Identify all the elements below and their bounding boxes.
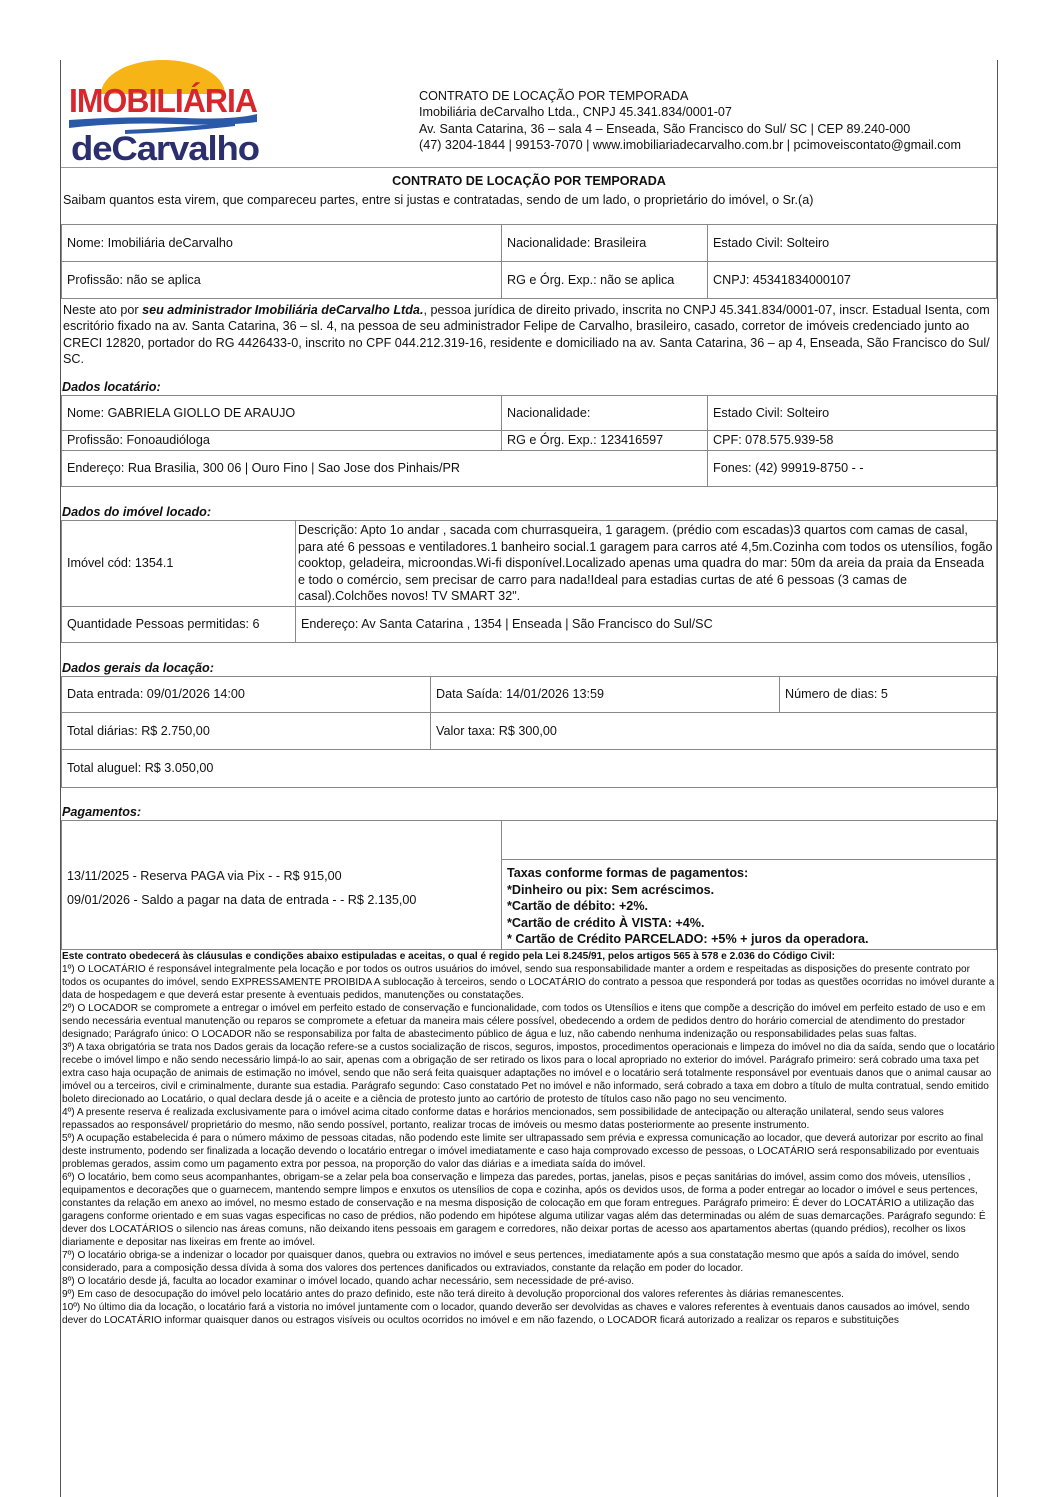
rental-exit-date: Data Saída: 14/01/2026 13:59 [431, 677, 780, 713]
rental-total: Total aluguel: R$ 3.050,00 [62, 750, 997, 788]
contract-page [60, 60, 998, 1497]
payments-table [61, 820, 997, 950]
document-title: CONTRATO DE LOCAÇÃO POR TEMPORADA [392, 174, 666, 188]
contract-clauses [61, 950, 997, 1327]
header-title: CONTRATO DE LOCAÇÃO POR TEMPORADA [419, 89, 689, 103]
payment-item: 09/01/2026 - Saldo a pagar na data de entrada - - R$ 2.135,00 [67, 893, 417, 907]
header-company-info [419, 88, 961, 154]
clauses-lead: Este contrato obedecerá às cláusulas e condições abaixo estipuladas e aceitas, o qual é regido pela Lei 8.245/91, pelos artigos 565 à 578 e 2.036 do Código Civil: [62, 951, 836, 962]
clause: 7º) O locatário obriga-se a indenizar o locador por quaisquer danos, quebra ou extravios no imóvel e seus pertences, imediatamente após a sua constatação mesmo que após a saída do imóvel, sendo considerado, para a composição dessa dívida à soma dos valores dos pertences danificados ou extraviados, constante da relação em poder do locador. [62, 1250, 959, 1274]
header-contacts: (47) 3204-1844 | 99153-7070 | www.imobiliariadecarvalho.com.br | pcimoveiscontato@gmail.com [419, 138, 962, 153]
owner-table [61, 224, 997, 299]
rental-section-title: Dados gerais da locação: [62, 661, 214, 675]
payment-fee-item: *Dinheiro ou pix: Sem acréscimos. [507, 882, 715, 897]
rental-entry-date: Data entrada: 09/01/2026 14:00 [62, 677, 431, 713]
payment-fees-title: Taxas conforme formas de pagamentos: [507, 866, 749, 881]
payment-fees [502, 860, 997, 950]
property-description: Descrição: Apto 1o andar , sacada com churrasqueira, 1 garagem. (prédio com escadas)3 quartos com camas de casal, para até 6 pessoas e ventiladores.1 banheiro social.1 garagem para carros até 4,5m.Cozinha com todos os utensílios, fogão cooktop, geladeira, microondas.Wi-fi disponível.Localizado apenas uma quadra do mar: 50m da areia da praia da Enseada e todo o comércio, sem precisar de carro para nada!Ideal para estadias curtas de até 6 pessoas (3 camas de casal).Colchões novos! TV SMART 32". [296, 521, 997, 607]
payment-item: 13/11/2025 - Reserva PAGA via Pix - - R$ 915,00 [67, 869, 342, 883]
clause: 5º) A ocupação estabelecida é para o número máximo de pessoas citadas, não podendo este limite ser ultrapassado sem prévia e expressa comunicação ao locador, que deverá autorizar por escrito ao final deste instrumento, podendo ser finalizada a locação devendo o locatário entregar o imóvel imediatamente e caso haja comprovado excesso de pessoas, o LOCATÁRIO será responsabilizado por eventuais problemas gerados, assim como um pagamento extra por pessoa, na proporção do valor das diárias e a imediata saída do imóvel. [62, 1133, 984, 1170]
svg-text:deCarvalho: deCarvalho [71, 130, 260, 166]
tenant-table [61, 395, 997, 487]
clause: 9º) Em caso de desocupação do imóvel pelo locatário antes do prazo definido, este não terá direito à devolução proporcional dos valores referentes às diárias remanescentes. [62, 1289, 844, 1300]
clause: 1º) O LOCATÁRIO é responsável integralmente pela locação e por todos os outros usuários do imóvel, sendo sua responsabilidade manter a ordem e respeitadas as disposições do presente contrato por todos os ocupantes do imóvel, sendo EXPRESSAMENTE PROIBIDA A sublocação à terceiros, sendo o LOCATÁRIO do contrato a pessoa que responderá por todas as questões ocorridas no imóvel durante a data de hospedagem e que deverá estar presente à eventuais pedidos, manutenções ou constatações. [62, 964, 995, 1001]
tenant-name: Nome: GABRIELA GIOLLO DE ARAUJO [62, 396, 502, 431]
tenant-nationality: Nacionalidade: [502, 396, 708, 431]
property-table [61, 520, 997, 643]
tenant-cpf: CPF: 078.575.939-58 [708, 431, 997, 451]
owner-name: Nome: Imobiliária deCarvalho [62, 225, 502, 262]
owner-nationality: Nacionalidade: Brasileira [502, 225, 708, 262]
clause: 8º) O locatário desde já, faculta ao locador examinar o imóvel locado, quando achar necessário, sem necessidade de pré-aviso. [62, 1276, 635, 1287]
payments-empty-cell [502, 821, 997, 860]
tenant-section-title: Dados locatário: [62, 380, 161, 394]
clause: 6º) O locatário, bem como seus acompanhantes, obrigam-se a zelar pela boa conservação e limpeza das paredes, portas, janelas, pisos e peças sanitárias do imóvel, assim como dos móveis, utensílios , equipamentos e decorações que o guarnecem, mantendo sempre limpos e enxutos os utensílios de copa e cozinha, após os devidos usos, de forma a poder entregar ao locador o imóvel e seus pertences, constantes da relação em anexo ao imóvel, no mesmo estado de conservação e na mesma disposição de colocação em que foram entregues. Parágrafo primeiro: É dever do LOCATÁRIO a utilização das garagens conforme orientado e em suas vagas especificas no caso de prédios, não podendo em hipótese alguma utilizar vagas além das determinadas ou além de suas demarcações. Parágrafo segundo: É dever dos LOCATÁRIOS o silencio nas áreas comuns, não deixando itens pessoais em garagem e corredores, não deixar portas de acesso aos apartamentos abertas (quando prédios), recolher os lixos diariamente e depositar nas lixeiras em frente ao imóvel. [62, 1172, 986, 1248]
rental-days: Número de dias: 5 [780, 677, 997, 713]
header-address: Av. Santa Catarina, 36 – sala 4 – Enseada, São Francisco do Sul/ SC | CEP 89.240-000 [419, 121, 911, 136]
property-section-title: Dados do imóvel locado: [62, 505, 212, 519]
rental-fee: Valor taxa: R$ 300,00 [431, 713, 997, 750]
rental-table [61, 676, 997, 788]
property-address: Endereço: Av Santa Catarina , 1354 | Enseada | São Francisco do Sul/SC [296, 607, 997, 643]
owner-rg: RG e Órg. Exp.: não se aplica [502, 262, 708, 299]
clause: 10º) No último dia da locação, o locatário fará a vistoria no imóvel juntamente com o locador, quando deverão ser devolvidas as chaves e valores referentes à eventuais danos causados ao imóvel, sendo dever do LOCATÁRIO informar quaisquer danos ou estragos visíveis ou ocultos ocorridos no imóvel e em não fazendo, o LOCADOR ficará autorizado a realizar os reparos e substituições [62, 1302, 970, 1326]
tenant-rg: RG e Órg. Exp.: 123416597 [502, 431, 708, 451]
header-company: Imobiliária deCarvalho Ltda., CNPJ 45.341.834/0001-07 [419, 105, 732, 120]
owner-profession: Profissão: não se aplica [62, 262, 502, 299]
tenant-civil-status: Estado Civil: Solteiro [708, 396, 997, 431]
payments-section-title: Pagamentos: [62, 805, 142, 819]
clause: 2º) O LOCADOR se compromete a entregar o imóvel em perfeito estado de conservação e funcionalidade, com todos os Utensílios e itens que compõe a descrição do imóvel em perfeito estado de uso e em sendo necessária eventual manutenção ou reparos se compromete a efetuar da maneira mais célere possível, obedecendo a ordem de pedidos dentro do horário comercial de atendimento do prestador designado; Parágrafo único: O LOCADOR não se responsabiliza por falta de abastecimento público de água e luz, não cabendo nenhuma indenização ou responsabilidades pelas suas faltas. [62, 1003, 986, 1040]
payment-fee-item: *Cartão de débito: +2%. [507, 899, 649, 914]
tenant-phones: Fones: (42) 99919-8750 - - [708, 451, 997, 487]
clause: 3º) A taxa obrigatória se trata nos Dados gerais da locação refere-se a custos socialização de riscos, seguros, impostos, procedimentos operacionais e limpeza do imóvel no dia da saída, sendo que o locatário recebe o imóvel limpo e não sendo necessário limpá-lo ao sair, apenas com a obrigação de ser retirado os lixos para o local apropriado no exterior do imóvel. Parágrafo primeiro: será cobrado uma taxa pet extra caso haja ocupação de animais de estimação no imóvel, sendo que não será feita quaisquer adaptações no imóvel e o locatário será totalmente responsável por eventuais danos que o animal causar ao imóvel ou a terceiros, civil e criminalmente, durante sua estadia. Parágrafo segundo: Caso constatado Pet no imóvel e não informado, será cobrado a taxa em dobro a título de multa contratual, sendo emitido boleto direcionado ao Locatário, o qual declara desde já o aceite e a ciência de protesto junto ao cartório de protesto de títulos caso não pago no seu vencimento. [62, 1042, 995, 1105]
rental-daily-total: Total diárias: R$ 2.750,00 [62, 713, 431, 750]
intro-text: Saibam quantos esta virem, que compareceu partes, entre si justas e contratadas, sendo de um lado, o proprietário do imóvel, o Sr.(a) [63, 193, 814, 207]
header [61, 60, 997, 168]
owner-civil-status: Estado Civil: Solteiro [708, 225, 997, 262]
admin-paragraph: Neste ato por seu administrador Imobiliária deCarvalho Ltda., pessoa jurídica de direito privado, inscrita no CNPJ 45.341.834/0001-07, inscr. Estadual Isenta, com escritório fixado na av. Santa Catarina, 36 – sl. 4, na pessoa de seu administrador Felipe de Carvalho, brasileiro, casado, corretor de imóveis credenciado junto ao CRECI 12820, portador do RG 4426433-0, inscrito no CPF 044.212.319-16, residente e domiciliado na av. Santa Catarina, 36 – ap 4, Enseada, São Francisco do Sul/ SC. [63, 303, 990, 367]
owner-cnpj: CNPJ: 45341834000107 [708, 262, 997, 299]
property-code: Imóvel cód: 1354.1 [62, 521, 296, 607]
payment-fee-item: * Cartão de Crédito PARCELADO: +5% + juros da operadora. [507, 932, 869, 947]
svg-text:IMOBILIÁRIA: IMOBILIÁRIA [69, 82, 258, 119]
payments-list [62, 821, 502, 950]
company-logo [65, 60, 261, 166]
payment-fee-item: *Cartão de crédito À VISTA: +4%. [507, 915, 705, 930]
clause: 4º) A presente reserva é realizada exclusivamente para o imóvel acima citado conforme datas e horários mencionados, sem possibilidade de antecipação ou alteração unilateral, sendo seus valores repassados ao responsável/ proprietário do mesmo, não sendo possível, portanto, realizar trocas de imóveis ou mesmo datas posteriormente ao presente instrumento. [62, 1107, 944, 1131]
property-people: Quantidade Pessoas permitidas: 6 [62, 607, 296, 643]
tenant-profession: Profissão: Fonoaudióloga [62, 431, 502, 451]
tenant-address: Endereço: Rua Brasilia, 300 06 | Ouro Fino | Sao Jose dos Pinhais/PR [62, 451, 708, 487]
